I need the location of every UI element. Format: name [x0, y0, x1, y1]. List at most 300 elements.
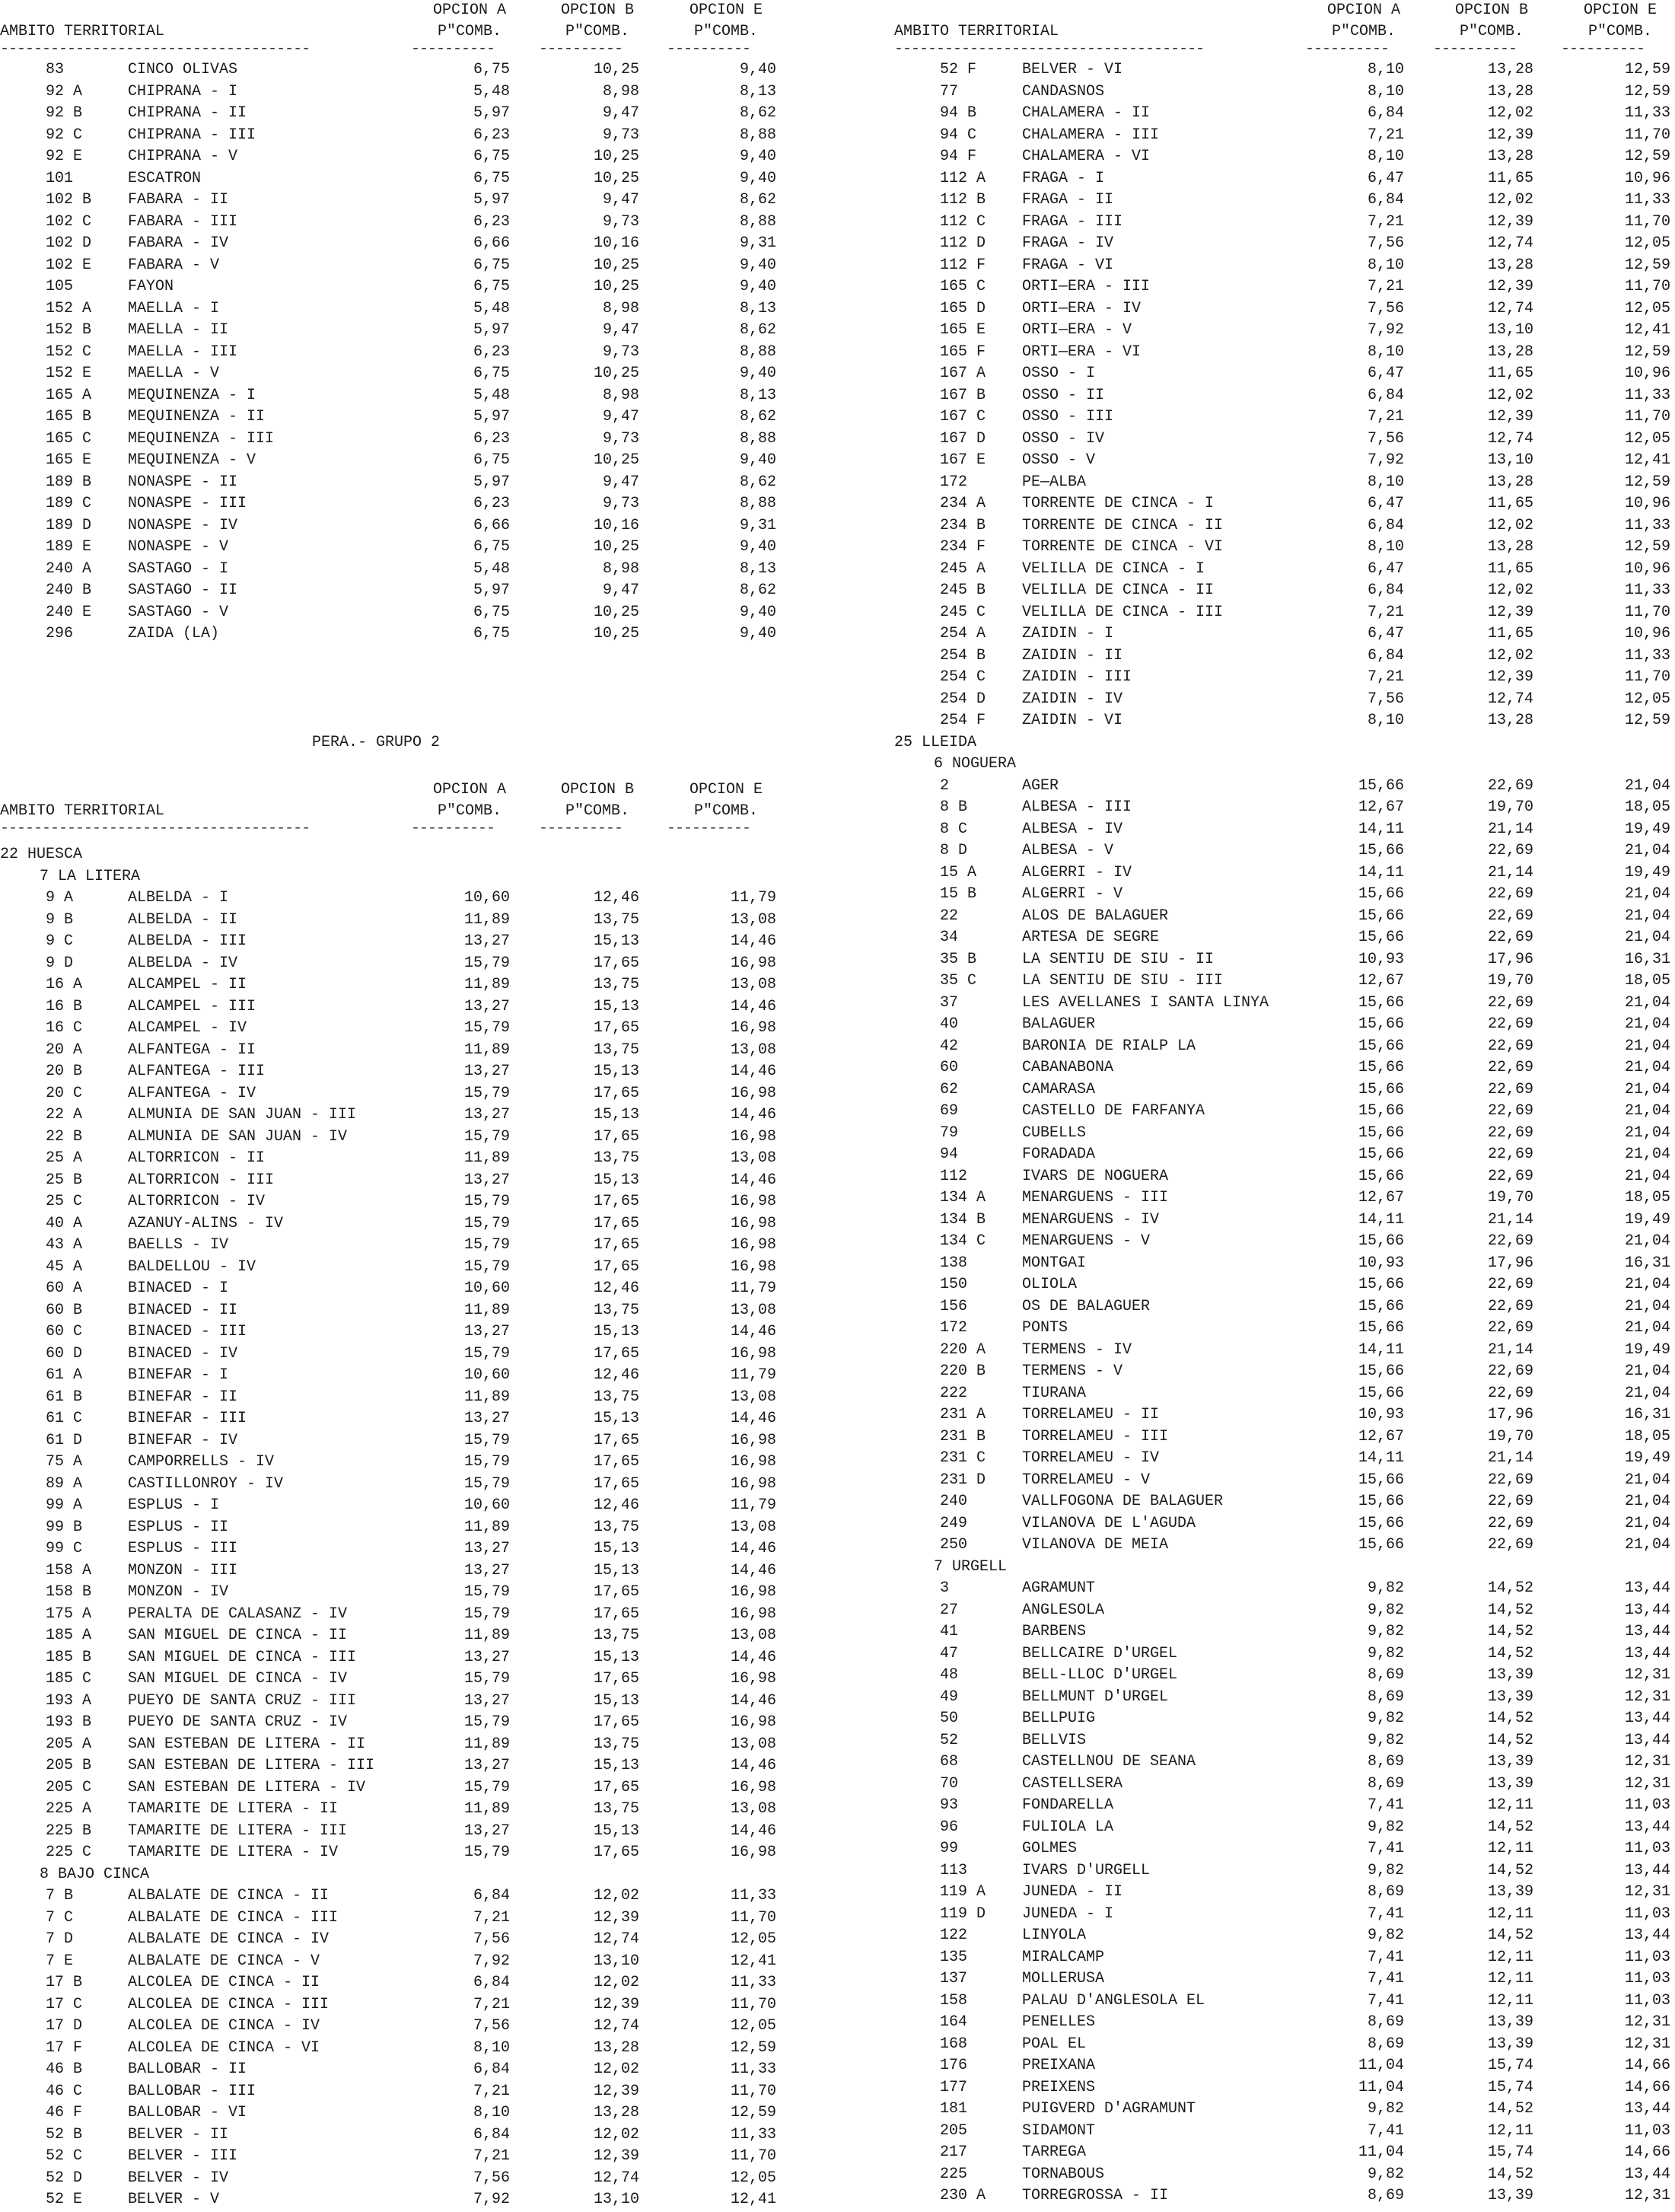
name: PUEYO DE SANTA CRUZ - IV: [128, 1713, 348, 1731]
header-rule: ----------: [539, 40, 623, 58]
table-row: [894, 1231, 1675, 1252]
value-a: 7,41: [1367, 1840, 1404, 1857]
value-e: 9,40: [739, 256, 776, 274]
code: 83: [46, 61, 65, 78]
table-row: [894, 450, 1675, 471]
table-row: [0, 1495, 807, 1516]
value-e: 21,04: [1624, 1037, 1670, 1055]
name: VILANOVA DE L'AGUDA: [1022, 1514, 1196, 1532]
name: BINACED - I: [128, 1280, 229, 1297]
code: 254 B: [940, 646, 986, 665]
table-row: [894, 2012, 1675, 2033]
value-e: 16,98: [730, 1713, 776, 1731]
value-e: 16,98: [730, 1670, 776, 1688]
table-row: [894, 1361, 1675, 1382]
code: 240: [940, 1493, 968, 1510]
table-row: [894, 146, 1675, 167]
table-row: [894, 1947, 1675, 1968]
code: 165 B: [46, 408, 92, 426]
value-e: 11,03: [1624, 2121, 1670, 2140]
table-row: [0, 81, 807, 103]
code: 35 C: [940, 972, 977, 990]
value-a: 15,79: [463, 1453, 510, 1471]
value-e: 11,33: [1624, 386, 1670, 404]
name: ALTORRICON - II: [128, 1149, 266, 1167]
value-b: 22,69: [1487, 907, 1533, 925]
value-a: 6,84: [473, 2061, 510, 2078]
value-b: 10,16: [593, 516, 639, 534]
code: 68: [940, 1753, 959, 1771]
value-e: 10,96: [1624, 169, 1670, 187]
value-b: 14,52: [1487, 1861, 1533, 1879]
value-e: 21,04: [1624, 1493, 1670, 1510]
value-a: 8,69: [1367, 1688, 1404, 1706]
value-e: 11,33: [730, 1887, 776, 1904]
code: 52 E: [46, 2191, 83, 2208]
code: 25 B: [46, 1171, 83, 1189]
value-b: 13,28: [1487, 61, 1533, 78]
value-a: 8,10: [1367, 712, 1404, 729]
value-a: 7,41: [1367, 1948, 1404, 1966]
value-e: 12,31: [1624, 2187, 1670, 2204]
value-b: 15,74: [1487, 2143, 1533, 2161]
table-row: [0, 1213, 807, 1235]
value-a: 13,27: [463, 1171, 510, 1189]
province-heading: 25 LLEIDA: [894, 733, 977, 751]
table-row: [894, 81, 1675, 103]
header-opcion-a: OPCION A: [1326, 2, 1400, 19]
value-a: 15,66: [1358, 1167, 1404, 1185]
name: OSSO - II: [1022, 386, 1105, 404]
value-e: 10,96: [1624, 495, 1670, 512]
name: ALBELDA - III: [128, 932, 247, 950]
value-a: 6,23: [473, 429, 510, 448]
code: 17 D: [46, 2017, 83, 2035]
table-row: [0, 1430, 807, 1452]
header-opcion-a: OPCION A: [432, 781, 506, 798]
value-b: 17,65: [593, 1257, 639, 1276]
value-a: 15,66: [1358, 1059, 1404, 1076]
code: 185 A: [46, 1627, 92, 1644]
value-b: 12,39: [1487, 668, 1533, 686]
code: 165 C: [940, 278, 986, 295]
value-e: 19,49: [1624, 1210, 1670, 1229]
value-e: 19,49: [1624, 1340, 1670, 1359]
value-b: 17,96: [1487, 1406, 1533, 1423]
value-a: 5,97: [473, 408, 510, 426]
value-e: 11,70: [1624, 668, 1670, 686]
name: SAN ESTEBAN DE LITERA - III: [128, 1757, 375, 1774]
table-row: [0, 602, 807, 623]
value-a: 6,47: [1367, 625, 1404, 642]
code: 234 B: [940, 516, 986, 534]
code: 296: [46, 625, 74, 642]
code: 8 C: [940, 820, 968, 838]
value-e: 16,98: [730, 1193, 776, 1210]
name: CAMPORRELLS - IV: [128, 1453, 275, 1471]
value-b: 14,52: [1487, 1710, 1533, 1727]
name: TIURANA: [1022, 1384, 1087, 1402]
value-a: 6,47: [1367, 495, 1404, 512]
name: ALBALATE DE CINCA - III: [128, 1908, 339, 1927]
value-e: 12,05: [1624, 690, 1670, 708]
value-e: 11,70: [1624, 212, 1670, 231]
table-row: [0, 1170, 807, 1191]
header-pcomb: P"COMB.: [1459, 23, 1524, 40]
value-b: 15,13: [593, 1410, 639, 1427]
name: BELVER - VI: [1022, 61, 1123, 78]
table-row: [0, 974, 807, 996]
value-e: 9,40: [739, 61, 776, 78]
value-b: 22,69: [1487, 1536, 1533, 1554]
code: 9 A: [46, 889, 74, 907]
value-e: 14,66: [1624, 2057, 1670, 2074]
header-opcion-b: OPCION B: [560, 781, 634, 798]
value-b: 13,10: [1487, 451, 1533, 469]
code: 17 C: [46, 1995, 83, 2013]
table-row: [894, 971, 1675, 992]
table-row: [894, 1491, 1675, 1512]
name: ALTORRICON - III: [128, 1171, 275, 1189]
value-b: 13,10: [593, 2191, 639, 2208]
value-b: 17,65: [593, 1236, 639, 1254]
table-row: [894, 689, 1675, 710]
table-row: [894, 2055, 1675, 2077]
name: BALLOBAR - III: [128, 2082, 256, 2100]
value-b: 12,46: [593, 1496, 639, 1514]
value-e: 12,31: [1624, 1774, 1670, 1793]
value-b: 17,65: [593, 1670, 639, 1688]
value-a: 15,66: [1358, 1536, 1404, 1554]
name: ALCAMPEL - III: [128, 997, 256, 1015]
code: 16 A: [46, 976, 83, 993]
code: 99 C: [46, 1540, 83, 1557]
value-b: 13,39: [1487, 1666, 1533, 1684]
value-e: 14,46: [730, 1323, 776, 1340]
value-e: 14,66: [1624, 2078, 1670, 2096]
value-e: 21,04: [1624, 929, 1670, 946]
code: 231 D: [940, 1471, 986, 1489]
name: ESPLUS - II: [128, 1518, 229, 1536]
table-row: [894, 59, 1675, 81]
value-b: 12,02: [1487, 386, 1533, 404]
table-row: [0, 1712, 807, 1733]
value-e: 21,04: [1624, 1080, 1670, 1098]
code: 165 E: [46, 451, 92, 469]
value-a: 15,79: [463, 1670, 510, 1688]
value-b: 17,65: [593, 1453, 639, 1471]
code: 52 B: [46, 2125, 83, 2143]
value-b: 13,28: [593, 2038, 639, 2057]
value-b: 22,69: [1487, 1471, 1533, 1489]
value-a: 15,79: [463, 1778, 510, 1796]
code: 165 D: [940, 299, 986, 317]
name: ALFANTEGA - II: [128, 1041, 256, 1059]
value-e: 11,33: [730, 2125, 776, 2143]
value-b: 21,14: [1487, 1449, 1533, 1467]
value-e: 8,62: [739, 408, 776, 426]
value-a: 9,82: [1367, 1927, 1404, 1944]
value-e: 11,70: [1624, 278, 1670, 295]
name: ZAIDIN - IV: [1022, 690, 1123, 708]
code: 230 A: [940, 2187, 986, 2204]
code: 99 B: [46, 1518, 83, 1536]
name: BINEFAR - III: [128, 1410, 247, 1427]
name: TAMARITE DE LITERA - II: [128, 1800, 339, 1818]
name: PUIGVERD D'AGRAMUNT: [1022, 2100, 1196, 2118]
value-a: 11,89: [463, 1800, 510, 1818]
code: 220 A: [940, 1340, 986, 1359]
value-a: 13,27: [463, 1648, 510, 1666]
value-e: 11,70: [1624, 408, 1670, 426]
table-row: [894, 2164, 1675, 2185]
name: ZAIDA (LA): [128, 625, 220, 642]
code: 112 D: [940, 234, 986, 252]
name: MONZON - III: [128, 1561, 238, 1579]
code: 158: [940, 1991, 968, 2010]
table-row: [0, 59, 807, 81]
code: 112 C: [940, 212, 986, 231]
table-row: [0, 1257, 807, 1278]
value-b: 15,13: [593, 1822, 639, 1840]
code: 112: [940, 1167, 968, 1185]
code: 167 C: [940, 408, 986, 426]
value-e: 12,59: [1624, 61, 1670, 78]
code: 92 B: [46, 104, 83, 122]
name: SASTAGO - I: [128, 559, 229, 578]
value-e: 8,13: [739, 386, 776, 404]
value-e: 9,40: [739, 278, 776, 295]
name: CUBELLS: [1022, 1124, 1087, 1142]
value-e: 11,33: [1624, 582, 1670, 599]
value-a: 15,66: [1358, 1384, 1404, 1402]
value-a: 13,27: [463, 1822, 510, 1840]
value-b: 12,11: [1487, 1840, 1533, 1857]
code: 254 D: [940, 690, 986, 708]
table-row: [894, 2142, 1675, 2163]
value-e: 12,59: [1624, 473, 1670, 491]
name: PE—ALBA: [1022, 473, 1087, 491]
code: 137: [940, 1970, 968, 1987]
value-a: 15,66: [1358, 1015, 1404, 1033]
name: NONASPE - II: [128, 473, 238, 491]
value-b: 14,52: [1487, 1623, 1533, 1640]
code: 61 D: [46, 1431, 83, 1449]
name: CHIPRANA - II: [128, 104, 247, 122]
name: NONASPE - IV: [128, 516, 238, 534]
table-row: [0, 1343, 807, 1365]
name: LES AVELLANES I SANTA LINYA: [1022, 993, 1269, 1012]
header-pcomb: P"COMB.: [693, 802, 758, 820]
value-b: 13,39: [1487, 2187, 1533, 2204]
name: ALBALATE DE CINCA - II: [128, 1887, 330, 1904]
value-e: 13,08: [730, 1735, 776, 1753]
value-a: 7,21: [1367, 603, 1404, 621]
table-row: [0, 103, 807, 124]
name: TORRELAMEU - III: [1022, 1427, 1169, 1445]
code: 112 F: [940, 256, 986, 274]
name: ALGERRI - V: [1022, 885, 1123, 903]
value-a: 6,23: [473, 495, 510, 512]
table-row: [0, 623, 807, 645]
code: 102 D: [46, 234, 92, 252]
value-b: 14,52: [1487, 1579, 1533, 1597]
table-row: [894, 2077, 1675, 2099]
name: ALBALATE DE CINCA - IV: [128, 1930, 330, 1948]
value-a: 15,79: [463, 1257, 510, 1276]
name: BALLOBAR - II: [128, 2061, 247, 2078]
value-e: 8,13: [739, 82, 776, 100]
value-b: 19,70: [1487, 1189, 1533, 1206]
name: ALCOLEA DE CINCA - III: [128, 1995, 330, 2013]
value-a: 15,79: [463, 1583, 510, 1601]
value-a: 5,97: [473, 473, 510, 491]
code: 205 C: [46, 1778, 92, 1796]
name: MOLLERUSA: [1022, 1970, 1105, 1987]
value-e: 13,44: [1624, 2100, 1670, 2118]
value-a: 6,84: [1367, 646, 1404, 665]
value-a: 7,21: [1367, 126, 1404, 144]
name: ESPLUS - III: [128, 1540, 238, 1557]
value-a: 7,41: [1367, 1991, 1404, 2010]
value-b: 22,69: [1487, 1146, 1533, 1163]
table-row: [894, 103, 1675, 124]
code: 234 F: [940, 538, 986, 556]
table-row: [894, 645, 1675, 667]
name: BINACED - IV: [128, 1344, 238, 1363]
name: CABANABONA: [1022, 1059, 1114, 1076]
code: 47: [940, 1644, 959, 1662]
value-b: 11,65: [1487, 559, 1533, 578]
value-e: 12,31: [1624, 1753, 1670, 1771]
code: 245 B: [940, 582, 986, 599]
value-e: 12,41: [730, 2191, 776, 2208]
value-e: 19,49: [1624, 1449, 1670, 1467]
name: ZAIDIN - VI: [1022, 712, 1123, 729]
name: CHIPRANA - III: [128, 126, 256, 144]
value-b: 22,69: [1487, 842, 1533, 859]
value-a: 8,10: [1367, 256, 1404, 274]
name: CHIPRANA - I: [128, 82, 238, 100]
name: ALBELDA - II: [128, 910, 238, 929]
table-row: [894, 493, 1675, 515]
name: BARONIA DE RIALP LA: [1022, 1037, 1196, 1055]
code: 185 B: [46, 1648, 92, 1666]
value-b: 9,47: [602, 191, 639, 209]
name: BINACED - II: [128, 1301, 238, 1319]
name: BINEFAR - IV: [128, 1431, 238, 1449]
table-row: [0, 493, 807, 515]
value-b: 13,39: [1487, 1753, 1533, 1771]
value-e: 21,04: [1624, 1297, 1670, 1315]
value-a: 13,27: [463, 1757, 510, 1774]
section-title: PERA.- GRUPO 2: [312, 734, 441, 751]
value-a: 6,75: [473, 451, 510, 469]
table-row: [0, 1538, 807, 1560]
value-e: 21,04: [1624, 1276, 1670, 1293]
value-b: 12,74: [1487, 429, 1533, 448]
province-heading: 22 HUESCA: [0, 846, 83, 863]
code: 7 D: [46, 1930, 74, 1948]
name: ANGLESOLA: [1022, 1601, 1105, 1619]
name: PREIXENS: [1022, 2078, 1096, 2096]
value-b: 12,39: [593, 1995, 639, 2013]
name: TORRELAMEU - IV: [1022, 1449, 1160, 1467]
value-a: 11,89: [463, 976, 510, 993]
code: 79: [940, 1124, 959, 1142]
table-row: [894, 819, 1675, 840]
code: 119 D: [940, 1904, 986, 1923]
value-e: 21,04: [1624, 1167, 1670, 1185]
value-b: 12,74: [1487, 299, 1533, 317]
value-a: 5,97: [473, 191, 510, 209]
name: ALBELDA - I: [128, 889, 229, 907]
name: ALOS DE BALAGUER: [1022, 907, 1169, 925]
value-a: 9,82: [1367, 2100, 1404, 2118]
name: MAELLA - III: [128, 343, 238, 361]
header-pcomb: P"COMB.: [565, 23, 629, 40]
value-a: 14,11: [1358, 1340, 1404, 1359]
table-row: [0, 2081, 807, 2102]
name: FAYON: [128, 278, 174, 295]
value-a: 6,75: [473, 256, 510, 274]
code: 92 E: [46, 148, 83, 165]
table-row: [0, 1018, 807, 1039]
value-e: 18,05: [1624, 1427, 1670, 1445]
value-a: 10,93: [1358, 1406, 1404, 1423]
value-e: 11,03: [1624, 1970, 1670, 1987]
name: IVARS D'URGELL: [1022, 1861, 1151, 1879]
name: MIRALCAMP: [1022, 1948, 1105, 1966]
value-b: 13,10: [593, 1952, 639, 1970]
value-e: 11,70: [730, 2082, 776, 2100]
value-a: 15,66: [1358, 1493, 1404, 1510]
value-e: 13,08: [730, 1627, 776, 1644]
value-a: 10,60: [463, 1366, 510, 1384]
name: FABARA - V: [128, 256, 220, 274]
value-a: 6,75: [473, 538, 510, 556]
value-e: 14,46: [730, 1540, 776, 1557]
value-b: 12,74: [593, 2017, 639, 2035]
value-e: 21,04: [1624, 1102, 1670, 1120]
table-row: [0, 2016, 807, 2037]
value-e: 16,98: [730, 1583, 776, 1601]
value-a: 11,89: [463, 1041, 510, 1059]
value-a: 9,82: [1367, 1861, 1404, 1879]
code: 9 D: [46, 954, 74, 972]
table-row: [0, 406, 807, 428]
name: FABARA - IV: [128, 234, 229, 252]
table-row: [0, 1104, 807, 1126]
table-row: [894, 993, 1675, 1014]
value-b: 12,02: [593, 2125, 639, 2143]
name: ALCAMPEL - IV: [128, 1019, 247, 1037]
value-b: 17,65: [593, 1474, 639, 1493]
name: CHALAMERA - II: [1022, 104, 1151, 122]
code: 158 B: [46, 1583, 92, 1601]
value-b: 22,69: [1487, 993, 1533, 1012]
code: 46 C: [46, 2082, 83, 2100]
code: 167 B: [940, 386, 986, 404]
table-row: [894, 906, 1675, 927]
value-e: 18,05: [1624, 1189, 1670, 1206]
value-e: 11,70: [730, 2147, 776, 2165]
table-row: [894, 1274, 1675, 1296]
table-row: [894, 1621, 1675, 1643]
value-b: 9,73: [602, 343, 639, 361]
value-a: 15,79: [463, 1605, 510, 1623]
table-row: [894, 559, 1675, 580]
